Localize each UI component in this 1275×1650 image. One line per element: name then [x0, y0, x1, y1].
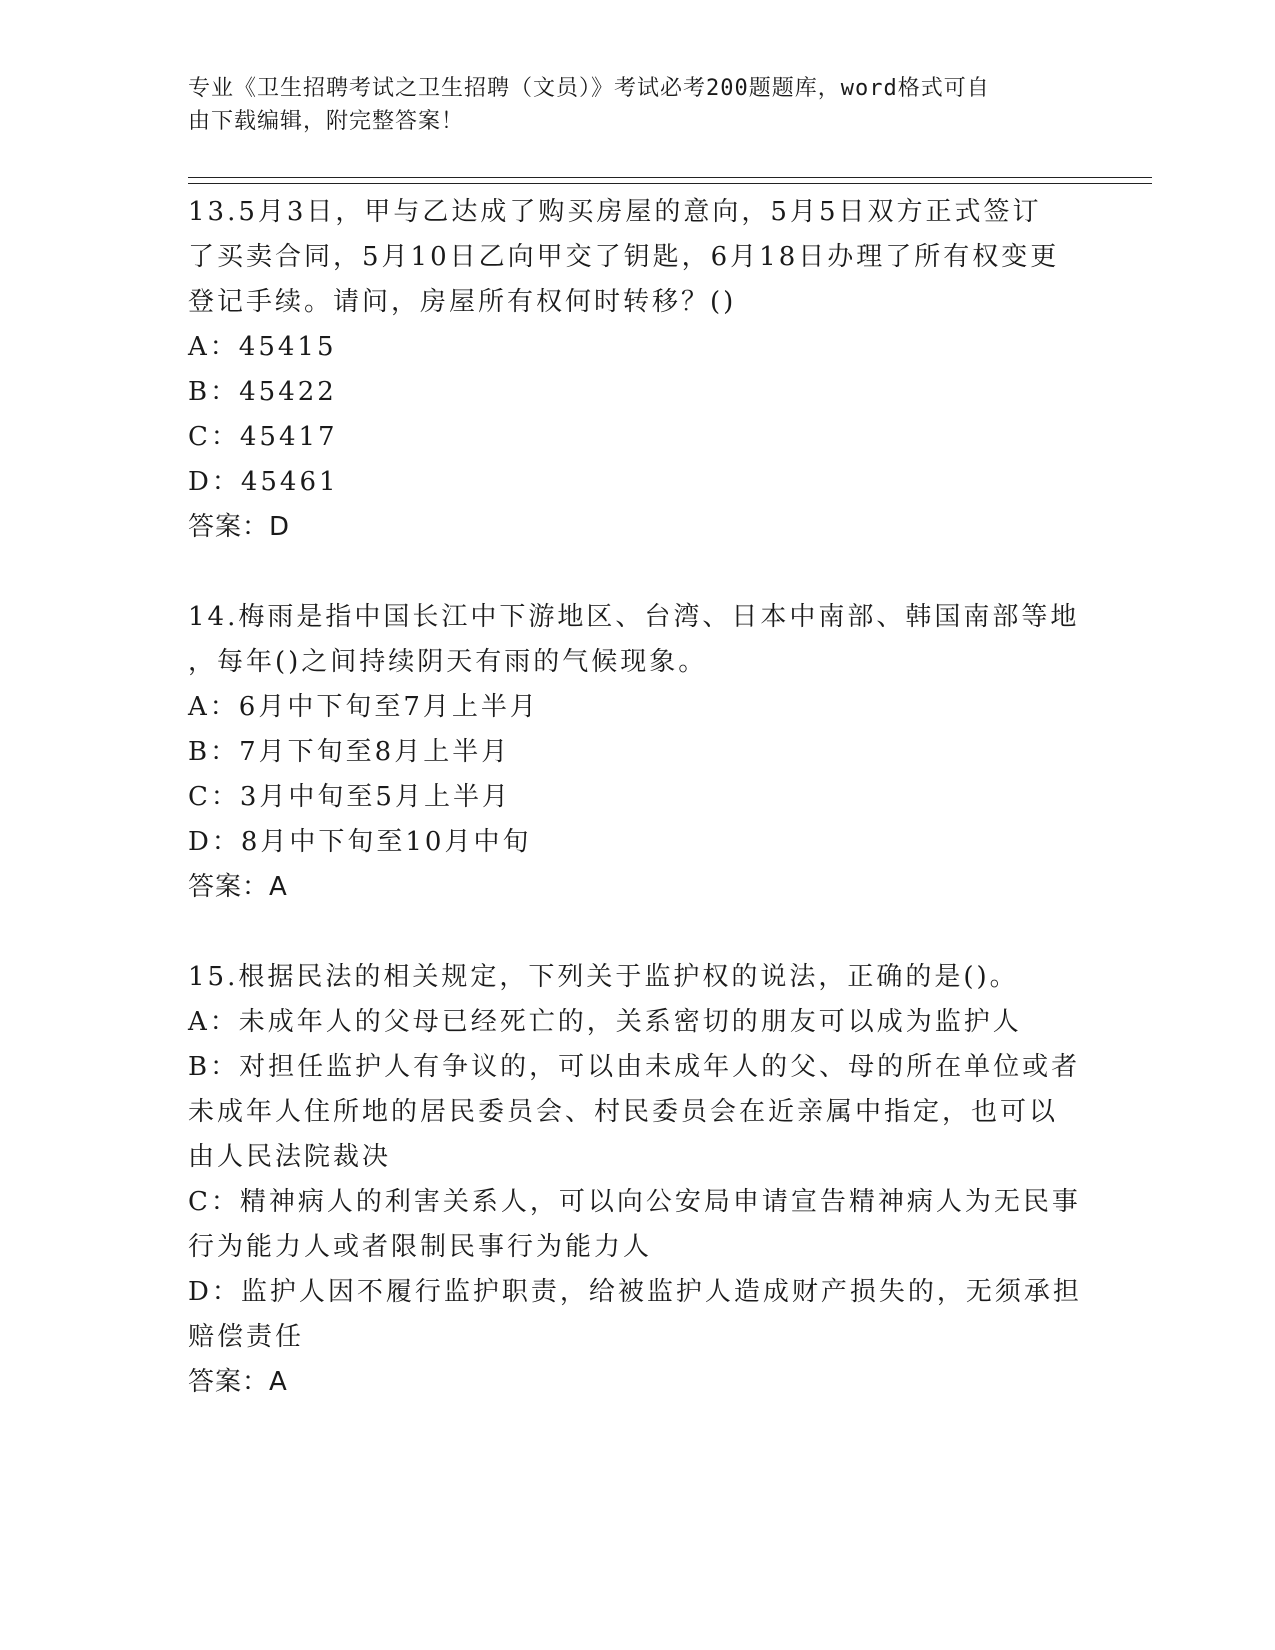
question-13-option-c: C：45417	[188, 422, 338, 452]
question-14-answer: 答案：A	[188, 872, 288, 902]
question-13-line-3: 登记手续。请问，房屋所有权何时转移？()	[188, 287, 737, 317]
question-15	[188, 955, 1088, 1405]
question-14-option-a: A：6月中下旬至7月上半月	[188, 692, 539, 722]
question-13	[188, 190, 1088, 550]
spacer	[188, 550, 1088, 595]
question-13-option-a: A：45415	[188, 332, 337, 362]
question-14-option-d: D：8月中下旬至10月中旬	[188, 827, 532, 857]
question-13-option-d: D：45461	[188, 467, 339, 497]
question-15-option-d-line-1: D：监护人因不履行监护职责，给被监护人造成财产损失的，无须承担	[188, 1277, 1082, 1307]
spacer	[188, 910, 1088, 955]
header-divider-top	[188, 177, 1152, 178]
document-header	[188, 72, 1068, 138]
question-list	[188, 190, 1088, 1405]
header-divider-bottom	[188, 183, 1152, 184]
question-15-option-b-line-2: 未成年人住所地的居民委员会、村民委员会在近亲属中指定，也可以	[188, 1097, 1059, 1127]
question-14-option-c: C：3月中旬至5月上半月	[188, 782, 511, 812]
question-13-line-1: 13.5月3日，甲与乙达成了购买房屋的意向，5月5日双方正式签订	[188, 197, 1042, 227]
question-13-option-b: B：45422	[188, 377, 337, 407]
question-14-line-2: ，每年()之间持续阴天有雨的气候现象。	[188, 647, 708, 677]
header-line-2: 由下载编辑，附完整答案！	[188, 109, 465, 134]
question-15-option-c-line-2: 行为能力人或者限制民事行为能力人	[188, 1232, 653, 1262]
question-15-option-a: A：未成年人的父母已经死亡的，关系密切的朋友可以成为监护人	[188, 1007, 1022, 1037]
question-14	[188, 595, 1088, 910]
question-15-answer: 答案：A	[188, 1367, 288, 1397]
question-14-line-1: 14.梅雨是指中国长江中下游地区、台湾、日本中南部、韩国南部等地	[188, 602, 1080, 632]
question-15-option-b-line-3: 由人民法院裁决	[188, 1142, 392, 1172]
question-15-option-d-line-2: 赔偿责任	[188, 1322, 305, 1352]
question-13-line-2: 了买卖合同，5月10日乙向甲交了钥匙，6月18日办理了所有权变更	[188, 242, 1060, 272]
question-15-line-1: 15.根据民法的相关规定，下列关于监护权的说法，正确的是()。	[188, 962, 1019, 992]
question-14-option-b: B：7月下旬至8月上半月	[188, 737, 511, 767]
header-line-1: 专业《卫生招聘考试之卫生招聘（文员）》考试必考200题题库，word格式可自	[188, 76, 990, 101]
question-13-answer: 答案：D	[188, 512, 291, 542]
question-15-option-c-line-1: C：精神病人的利害关系人，可以向公安局申请宣告精神病人为无民事	[188, 1187, 1081, 1217]
question-15-option-b-line-1: B：对担任监护人有争议的，可以由未成年人的父、母的所在单位或者	[188, 1052, 1081, 1082]
